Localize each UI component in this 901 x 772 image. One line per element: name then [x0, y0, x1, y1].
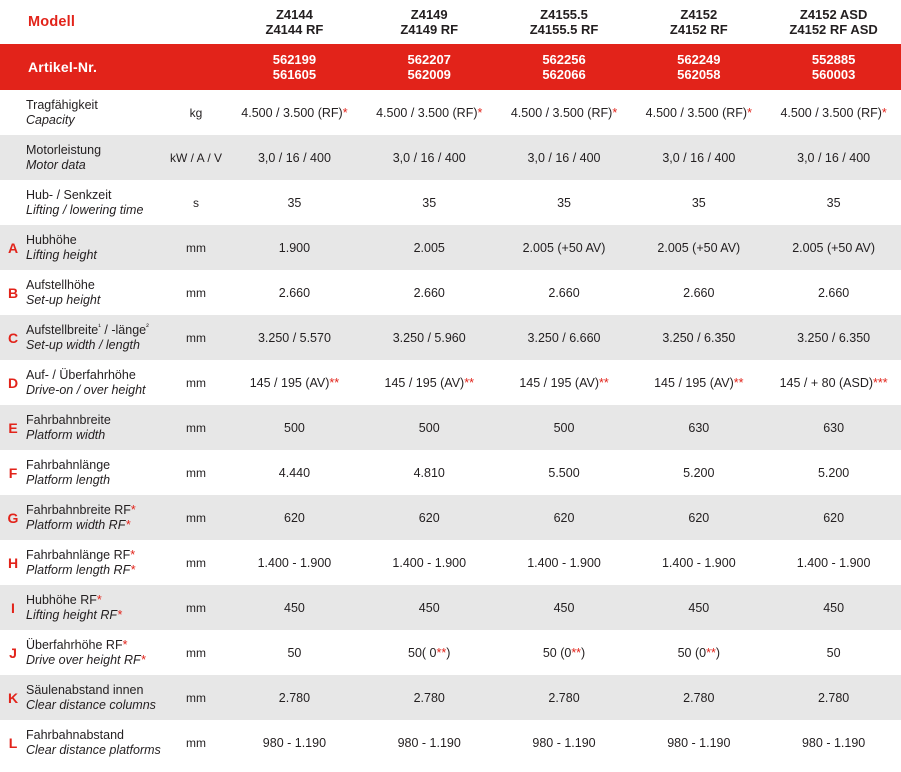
- row-value: 50: [766, 630, 901, 675]
- row-value: 2.005 (+50 AV): [497, 225, 632, 270]
- model-name-rf: Z4144 RF: [265, 22, 324, 37]
- row-letter: G: [0, 495, 26, 540]
- row-letter: [0, 135, 26, 180]
- model-name-rf: Z4152 RF: [669, 22, 728, 37]
- row-value: 2.780: [631, 675, 766, 720]
- row-value: 3,0 / 16 / 400: [362, 135, 497, 180]
- row-value: 3.250 / 5.570: [227, 315, 362, 360]
- row-label: [26, 495, 165, 540]
- row-label-en: Set-up height: [26, 292, 101, 307]
- table-row: [0, 135, 901, 180]
- table-row: [0, 360, 901, 405]
- row-value: 2.780: [227, 675, 362, 720]
- row-value: 2.660: [362, 270, 497, 315]
- row-label-en: Platform length RF*: [26, 562, 136, 577]
- row-unit: mm: [165, 315, 227, 360]
- row-unit: mm: [165, 450, 227, 495]
- row-label: [26, 720, 165, 765]
- row-value: 50: [227, 630, 362, 675]
- row-label-en: Drive-on / over height: [26, 382, 146, 397]
- row-label: [26, 540, 165, 585]
- model-name: Z4152 ASD: [799, 7, 868, 22]
- row-label-de: Motorleistung: [26, 142, 102, 157]
- row-unit: mm: [165, 630, 227, 675]
- header-modell-label: Modell: [0, 0, 227, 44]
- row-value: 145 / 195 (AV)**: [362, 360, 497, 405]
- row-label-de: Fahrbahnlänge: [26, 457, 111, 472]
- row-value: 1.400 - 1.900: [631, 540, 766, 585]
- table-row: [0, 270, 901, 315]
- header-model-cell: [497, 0, 632, 44]
- row-label-en: Set-up width / length: [26, 337, 140, 352]
- table-row: [0, 405, 901, 450]
- row-label-en: Drive over height RF*: [26, 652, 146, 667]
- row-value: 500: [362, 405, 497, 450]
- row-letter: D: [0, 360, 26, 405]
- header-model-cell: [362, 0, 497, 44]
- row-value: 2.005: [362, 225, 497, 270]
- row-value: 620: [631, 495, 766, 540]
- row-unit: mm: [165, 495, 227, 540]
- row-value: 2.005 (+50 AV): [766, 225, 901, 270]
- row-label-de: Hub- / Senkzeit: [26, 187, 112, 202]
- article-number-primary: 562199: [272, 51, 317, 67]
- header-row-model: [0, 0, 901, 44]
- row-value: 3.250 / 6.350: [631, 315, 766, 360]
- model-name-rf: Z4155.5 RF: [529, 22, 599, 37]
- row-value: 2.660: [766, 270, 901, 315]
- row-value: 3,0 / 16 / 400: [497, 135, 632, 180]
- row-value: 3.250 / 6.350: [766, 315, 901, 360]
- header-model-cell: [227, 0, 362, 44]
- row-value: 5.200: [631, 450, 766, 495]
- row-value: 2.660: [631, 270, 766, 315]
- row-letter: C: [0, 315, 26, 360]
- row-letter: F: [0, 450, 26, 495]
- article-number-primary: 552885: [811, 51, 856, 67]
- row-letter: E: [0, 405, 26, 450]
- row-value: 1.400 - 1.900: [497, 540, 632, 585]
- table-row: [0, 225, 901, 270]
- row-value: 500: [497, 405, 632, 450]
- row-letter: K: [0, 675, 26, 720]
- row-value: 35: [362, 180, 497, 225]
- row-letter: A: [0, 225, 26, 270]
- row-label-en: Platform length: [26, 472, 111, 487]
- row-label-de: Tragfähigkeit: [26, 97, 98, 112]
- row-label-en: Platform width RF*: [26, 517, 131, 532]
- row-value: 4.500 / 3.500 (RF)*: [766, 90, 901, 135]
- row-value: 630: [631, 405, 766, 450]
- article-number-rf: 561605: [272, 67, 317, 82]
- row-label-de: Überfahrhöhe RF*: [26, 637, 128, 652]
- row-value: 2.780: [497, 675, 632, 720]
- row-label: [26, 180, 165, 225]
- table-row: [0, 540, 901, 585]
- model-name: Z4152: [680, 7, 718, 22]
- row-value: 4.440: [227, 450, 362, 495]
- row-value: 145 / 195 (AV)**: [631, 360, 766, 405]
- header-article-cell: [766, 44, 901, 90]
- row-value: 145 / + 80 (ASD)***: [766, 360, 901, 405]
- row-unit: mm: [165, 270, 227, 315]
- row-letter: I: [0, 585, 26, 630]
- row-label-en: Clear distance columns: [26, 697, 156, 712]
- row-value: 1.400 - 1.900: [362, 540, 497, 585]
- row-value: 450: [631, 585, 766, 630]
- row-letter: L: [0, 720, 26, 765]
- header-article-cell: [631, 44, 766, 90]
- table-row: [0, 720, 901, 765]
- row-value: 3,0 / 16 / 400: [227, 135, 362, 180]
- article-number-rf: 562058: [677, 67, 721, 82]
- row-unit: mm: [165, 405, 227, 450]
- row-value: 450: [362, 585, 497, 630]
- row-value: 35: [227, 180, 362, 225]
- row-value: 2.660: [497, 270, 632, 315]
- row-value: 35: [497, 180, 632, 225]
- row-label-en: Lifting / lowering time: [26, 202, 144, 217]
- row-label: [26, 585, 165, 630]
- row-letter: H: [0, 540, 26, 585]
- table-row: [0, 585, 901, 630]
- row-value: 3.250 / 6.660: [497, 315, 632, 360]
- row-label-en: Lifting height RF*: [26, 607, 122, 622]
- article-number-primary: 562249: [677, 51, 721, 67]
- row-unit: mm: [165, 675, 227, 720]
- article-number-primary: 562207: [407, 51, 451, 67]
- row-unit: s: [165, 180, 227, 225]
- row-label: [26, 675, 165, 720]
- row-value: 2.005 (+50 AV): [631, 225, 766, 270]
- row-value: 2.660: [227, 270, 362, 315]
- row-label-de: Fahrbahnbreite RF*: [26, 502, 136, 517]
- row-label-de: Aufstellbreite$^{^1}$ / -länge$^{^2}$: [26, 321, 149, 337]
- row-value: 5.500: [497, 450, 632, 495]
- row-label-en: Platform width: [26, 427, 106, 442]
- row-unit: mm: [165, 540, 227, 585]
- row-value: 2.780: [766, 675, 901, 720]
- row-value: 50 (0**): [631, 630, 766, 675]
- row-label: [26, 90, 165, 135]
- row-unit: mm: [165, 225, 227, 270]
- row-value: 35: [631, 180, 766, 225]
- row-value: 5.200: [766, 450, 901, 495]
- header-model-cell: [631, 0, 766, 44]
- model-name-rf: Z4149 RF: [400, 22, 459, 37]
- table-row: [0, 675, 901, 720]
- row-value: 1.400 - 1.900: [766, 540, 901, 585]
- table-row: [0, 180, 901, 225]
- row-value: 50 (0**): [497, 630, 632, 675]
- row-label-en: Motor data: [26, 157, 86, 172]
- table-row: [0, 450, 901, 495]
- table-row: [0, 90, 901, 135]
- row-value: 980 - 1.190: [362, 720, 497, 765]
- row-value: 1.900: [227, 225, 362, 270]
- row-label-en: Clear distance platforms: [26, 742, 161, 757]
- row-label: [26, 405, 165, 450]
- model-name: Z4155.5: [540, 7, 588, 22]
- row-label-de: Fahrbahnabstand: [26, 727, 124, 742]
- row-label-en: Lifting height: [26, 247, 97, 262]
- row-value: 3,0 / 16 / 400: [766, 135, 901, 180]
- row-value: 145 / 195 (AV)**: [497, 360, 632, 405]
- row-label: [26, 225, 165, 270]
- row-value: 3.250 / 5.960: [362, 315, 497, 360]
- row-label: [26, 270, 165, 315]
- row-value: 145 / 195 (AV)**: [227, 360, 362, 405]
- row-value: 980 - 1.190: [631, 720, 766, 765]
- row-value: 620: [227, 495, 362, 540]
- row-value: 3,0 / 16 / 400: [631, 135, 766, 180]
- table-row: [0, 315, 901, 360]
- row-label-de: Hubhöhe RF*: [26, 592, 102, 607]
- row-label-de: Fahrbahnlänge RF*: [26, 547, 136, 562]
- row-label-de: Fahrbahnbreite: [26, 412, 111, 427]
- row-unit: kg: [165, 90, 227, 135]
- row-value: 450: [227, 585, 362, 630]
- article-number-rf: 562009: [407, 67, 451, 82]
- row-value: 1.400 - 1.900: [227, 540, 362, 585]
- header-article-cell: [362, 44, 497, 90]
- row-unit: mm: [165, 360, 227, 405]
- row-value: 980 - 1.190: [766, 720, 901, 765]
- row-label-de: Auf- / Überfahrhöhe: [26, 367, 136, 382]
- row-value: 620: [766, 495, 901, 540]
- row-unit: mm: [165, 585, 227, 630]
- row-label-de: Säulenabstand innen: [26, 682, 144, 697]
- row-value: 620: [497, 495, 632, 540]
- row-value: 450: [766, 585, 901, 630]
- row-label-de: Aufstellhöhe: [26, 277, 95, 292]
- header-article-label: Artikel-Nr.: [0, 44, 227, 90]
- row-unit: kW / A / V: [165, 135, 227, 180]
- row-label: [26, 630, 165, 675]
- row-value: 35: [766, 180, 901, 225]
- row-label-en: Capacity: [26, 112, 75, 127]
- article-number-rf: 562066: [542, 67, 586, 82]
- row-value: 980 - 1.190: [497, 720, 632, 765]
- header-article-cell: [497, 44, 632, 90]
- header-model-cell: [766, 0, 901, 44]
- row-label: [26, 360, 165, 405]
- row-value: 4.500 / 3.500 (RF)*: [362, 90, 497, 135]
- table-row: [0, 630, 901, 675]
- row-value: 980 - 1.190: [227, 720, 362, 765]
- model-name-rf: Z4152 RF ASD: [789, 22, 878, 37]
- article-number-rf: 560003: [811, 67, 856, 82]
- row-letter: B: [0, 270, 26, 315]
- row-label: [26, 135, 165, 180]
- row-value: 630: [766, 405, 901, 450]
- row-label: [26, 450, 165, 495]
- row-value: 2.780: [362, 675, 497, 720]
- row-value: 4.810: [362, 450, 497, 495]
- row-letter: [0, 180, 26, 225]
- header-article-cell: [227, 44, 362, 90]
- model-name: Z4144: [275, 7, 313, 22]
- row-unit: mm: [165, 720, 227, 765]
- header-row-article: [0, 44, 901, 90]
- model-name: Z4149: [410, 7, 448, 22]
- row-value: 4.500 / 3.500 (RF)*: [227, 90, 362, 135]
- row-value: 500: [227, 405, 362, 450]
- table-row: [0, 495, 901, 540]
- row-value: 620: [362, 495, 497, 540]
- row-value: 4.500 / 3.500 (RF)*: [631, 90, 766, 135]
- row-value: 4.500 / 3.500 (RF)*: [497, 90, 632, 135]
- row-label: [26, 315, 165, 360]
- row-value: 50( 0**): [362, 630, 497, 675]
- article-number-primary: 562256: [542, 51, 586, 67]
- row-label-de: Hubhöhe: [26, 232, 77, 247]
- row-letter: J: [0, 630, 26, 675]
- row-value: 450: [497, 585, 632, 630]
- row-letter: [0, 90, 26, 135]
